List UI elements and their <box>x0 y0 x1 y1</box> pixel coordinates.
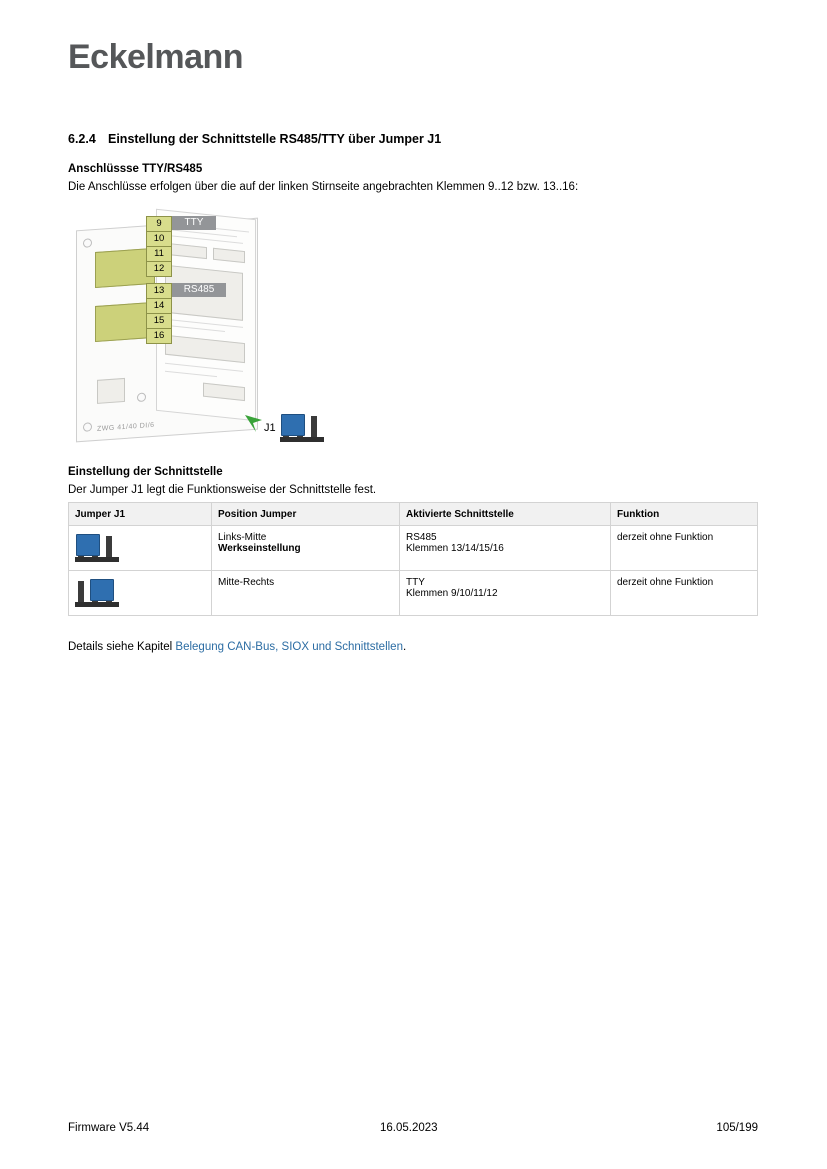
column-header-jumper: Jumper J1 <box>69 503 212 526</box>
cell-interface <box>400 526 611 571</box>
heading-text: Einstellung der Schnittstelle RS485/TTY über Jumper J1 <box>108 132 442 146</box>
jumper-settings-table <box>68 502 758 616</box>
interface-terminals: Klemmen 13/14/15/16 <box>406 543 504 554</box>
cell-jumper-graphic <box>69 571 212 616</box>
tag-tty: TTY <box>172 216 216 230</box>
jumper-graphic-figure <box>280 412 324 442</box>
column-header-position: Position Jumper <box>212 503 400 526</box>
interface-terminals: Klemmen 9/10/11/12 <box>406 588 498 599</box>
cell-position <box>212 526 400 571</box>
board-figure <box>68 208 328 448</box>
board-component <box>203 383 245 401</box>
terminal-12: 12 <box>146 261 172 277</box>
section-setting-subtitle: Einstellung der Schnittstelle <box>68 466 223 478</box>
footer-page-number: 105/199 <box>716 1122 758 1134</box>
jumper-j1-label: J1 <box>264 422 276 434</box>
terminal-10: 10 <box>146 231 172 247</box>
jumper-cap <box>76 534 100 556</box>
cell-position <box>212 571 400 616</box>
position-text: Links-Mitte <box>218 532 267 543</box>
cell-interface <box>400 571 611 616</box>
interface-name: RS485 <box>406 532 437 543</box>
mounting-hole <box>83 238 92 248</box>
cell-function: derzeit ohne Funktion <box>611 526 758 571</box>
pcb-trace <box>165 363 243 372</box>
jumper-cap <box>90 579 114 601</box>
board-component <box>165 335 245 363</box>
section-connections-subtitle: Anschlüssse TTY/RS485 <box>68 163 203 175</box>
footer-date: 16.05.2023 <box>380 1122 438 1134</box>
jumper-base <box>280 437 324 442</box>
board-component <box>97 378 125 404</box>
page-title <box>68 132 441 146</box>
terminal-13: 13 <box>146 283 172 299</box>
jumper-graphic-right <box>75 577 119 607</box>
cell-jumper-graphic <box>69 526 212 571</box>
column-header-function: Funktion <box>611 503 758 526</box>
terminal-9: 9 <box>146 216 172 232</box>
position-text: Mitte-Rechts <box>218 577 275 588</box>
column-header-interface: Aktivierte Schnittstelle <box>400 503 611 526</box>
table-row <box>69 526 758 571</box>
terminal-14: 14 <box>146 298 172 314</box>
interface-name: TTY <box>406 577 425 588</box>
section-setting-paragraph: Der Jumper J1 legt die Funktionsweise der Schnittstelle fest. <box>68 484 377 496</box>
jumper-cap <box>281 414 305 436</box>
pcb-trace <box>165 325 225 332</box>
section-connections-paragraph: Die Anschlüsse erfolgen über die auf der linken Stirnseite angebrachten Klemmen 9..12 bzw. 13..16: <box>68 181 579 193</box>
mounting-hole <box>137 392 146 402</box>
brand-logo: Eckelmann <box>68 38 244 76</box>
jumper-base <box>75 557 119 562</box>
jumper-graphic-left <box>75 532 119 562</box>
jumper-base <box>75 602 119 607</box>
table-header-row <box>69 503 758 526</box>
chapter-link[interactable]: Belegung CAN-Bus, SIOX und Schnittstellen <box>175 641 403 653</box>
terminal-11: 11 <box>146 246 172 262</box>
pcb-trace <box>165 371 217 377</box>
cell-function: derzeit ohne Funktion <box>611 571 758 616</box>
table-row <box>69 571 758 616</box>
heading-number: 6.2.4 <box>68 132 96 146</box>
board-component <box>213 248 245 263</box>
details-prefix: Details siehe Kapitel <box>68 641 176 653</box>
details-suffix: . <box>402 641 407 653</box>
footer-firmware: Firmware V5.44 <box>68 1122 150 1134</box>
board-label: ZWG 41/40 DI/6 <box>97 421 155 433</box>
tag-rs485: RS485 <box>172 283 226 297</box>
arrow-icon <box>244 414 266 436</box>
details-paragraph <box>68 641 406 653</box>
mounting-hole <box>83 422 92 432</box>
terminal-15: 15 <box>146 313 172 329</box>
position-note: Werkseinstellung <box>218 543 301 554</box>
terminal-16: 16 <box>146 328 172 344</box>
